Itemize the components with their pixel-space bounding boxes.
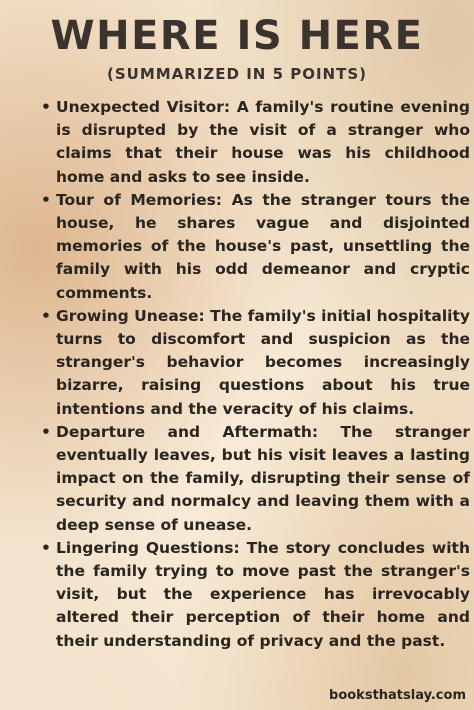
summary-point	[41, 189, 470, 305]
summary-point-text: Lingering Questions: The story concludes with the family trying to move past the stranger's visit, but the experience has irrevocably altered their perception of their home and their understanding of privacy and the past.	[56, 538, 470, 650]
bullet-icon: •	[41, 306, 51, 325]
summary-point	[41, 96, 470, 189]
summary-point	[41, 537, 470, 653]
summary-point-text: Tour of Memories: As the stranger tours the house, he shares vague and disjointed memories of the house's past, unsettling the family with his odd demeanor and cryptic comments.	[56, 190, 470, 302]
summary-point	[41, 421, 470, 537]
bullet-icon: •	[41, 538, 51, 557]
bullet-icon: •	[41, 98, 51, 116]
page-subtitle: (SUMMARIZED IN 5 POINTS)	[106, 65, 367, 83]
summary-point-text: Unexpected Visitor: A family's routine evening is disrupted by the visit of a stranger who claims that their house was his childhood home and asks to see inside.	[56, 98, 470, 186]
summary-points-list	[38, 96, 470, 653]
summary-point-text: Departure and Aftermath: The stranger eventually leaves, but his visit leaves a lasting impact on the family, disrupting their sense of security and normalcy and leaving them with a deep sense of unease.	[56, 422, 470, 534]
bullet-icon: •	[41, 422, 51, 441]
bullet-icon: •	[41, 190, 51, 209]
website-credit: booksthatslay.com	[329, 688, 466, 703]
page-title: WHERE IS HERE	[50, 13, 424, 59]
summary-point	[41, 305, 470, 421]
summary-point-text: Growing Unease: The family's initial hospitality turns to discomfort and suspicion as the stranger's behavior becomes increasingly bizarre, raising questions about his true intentions and the veracity of his claims.	[56, 306, 470, 418]
